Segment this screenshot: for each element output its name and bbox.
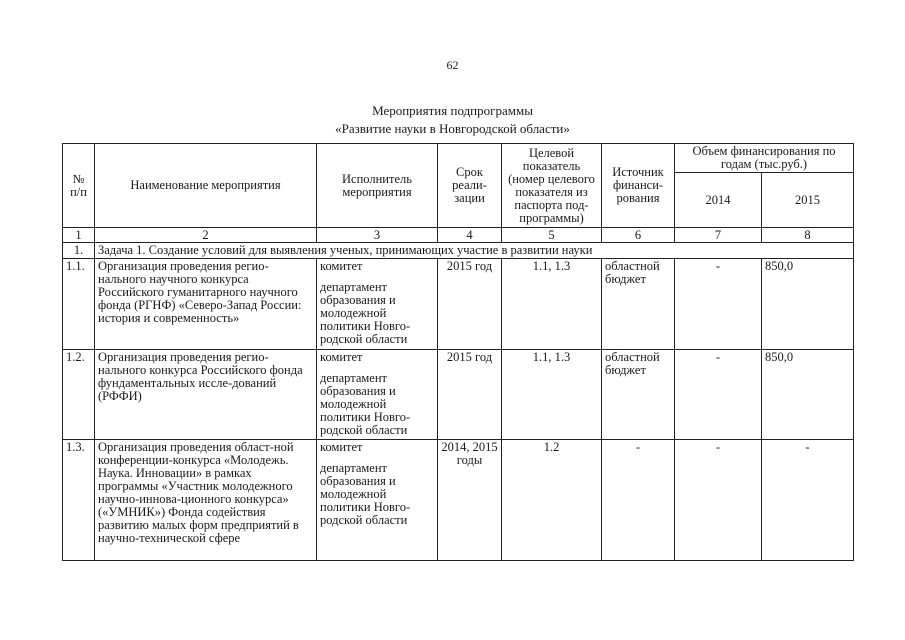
row-name: Организация проведения област-ной конференции-конкурса «Молодежь. Наука. Инновации» в рамках программы «Участник молодежного научно-иннова-ционного конкурса» («УМНИК») Фонда содействия развитию малых форм предприятий в научно-технической сфере: [95, 440, 317, 561]
column-number: 3: [317, 228, 438, 243]
task-text: Задача 1. Создание условий для выявления ученых, принимающих участие в развитии науки: [95, 243, 854, 259]
title-line-2: «Развитие науки в Новгородской области»: [335, 121, 570, 136]
table-row: [63, 259, 854, 350]
header-year-2014: 2014: [675, 173, 762, 228]
column-number: 1: [63, 228, 95, 243]
row-2014: -: [675, 350, 762, 440]
header-name: Наименование мероприятия: [95, 144, 317, 228]
table-row: [63, 350, 854, 440]
column-number: 7: [675, 228, 762, 243]
header-executor: Исполнитель мероприятия: [317, 144, 438, 228]
executor-secondary: департамент образования и молодежной политики Новго-родской области: [320, 280, 411, 346]
row-executor: [317, 350, 438, 440]
row-source: -: [602, 440, 675, 561]
row-executor: [317, 259, 438, 350]
table-row: [63, 440, 854, 561]
row-target: 1.2: [502, 440, 602, 561]
task-num: 1.: [63, 243, 95, 259]
row-source: областной бюджет: [602, 350, 675, 440]
page-number: 62: [446, 58, 459, 72]
row-executor: [317, 440, 438, 561]
row-target: 1.1, 1.3: [502, 259, 602, 350]
header-target: Целевой показатель (номер целевого показателя из паспорта под-программы): [502, 144, 602, 228]
column-number: 6: [602, 228, 675, 243]
header-funding: Объем финансирования по годам (тыс.руб.): [675, 144, 854, 173]
executor-primary: комитет: [320, 440, 363, 454]
row-name: Организация проведения регио-нального конкурса Российского фонда фундаментальных иссле-дований (РФФИ): [95, 350, 317, 440]
document-title: [0, 102, 905, 138]
row-num: 1.1.: [63, 259, 95, 350]
header-term: Срок реали-зации: [438, 144, 502, 228]
row-term: 2015 год: [438, 259, 502, 350]
row-2015: 850,0: [762, 350, 854, 440]
activities-table: [62, 143, 854, 561]
executor-secondary: департамент образования и молодежной политики Новго-родской области: [320, 371, 411, 437]
column-number: 8: [762, 228, 854, 243]
header-year-2015: 2015: [762, 173, 854, 228]
column-number: 5: [502, 228, 602, 243]
executor-primary: комитет: [320, 259, 363, 273]
row-target: 1.1, 1.3: [502, 350, 602, 440]
row-num: 1.2.: [63, 350, 95, 440]
row-2015: 850,0: [762, 259, 854, 350]
row-name: Организация проведения регио-нального научного конкурса Российского гуманитарного научного фонда (РГНФ) «Северо-Запад России: история и современность»: [95, 259, 317, 350]
row-term: 2014, 2015 годы: [438, 440, 502, 561]
row-num: 1.3.: [63, 440, 95, 561]
row-term: 2015 год: [438, 350, 502, 440]
title-line-1: Мероприятия подпрограммы: [372, 103, 533, 118]
executor-secondary: департамент образования и молодежной политики Новго-родской области: [320, 461, 411, 527]
column-number-row: [63, 228, 854, 243]
executor-primary: комитет: [320, 350, 363, 364]
header-num: № п/п: [63, 144, 95, 228]
header-source: Источник финанси-рования: [602, 144, 675, 228]
row-2015: -: [762, 440, 854, 561]
task-row: [63, 243, 854, 259]
column-number: 4: [438, 228, 502, 243]
row-source: областной бюджет: [602, 259, 675, 350]
row-2014: -: [675, 259, 762, 350]
row-2014: -: [675, 440, 762, 561]
column-number: 2: [95, 228, 317, 243]
